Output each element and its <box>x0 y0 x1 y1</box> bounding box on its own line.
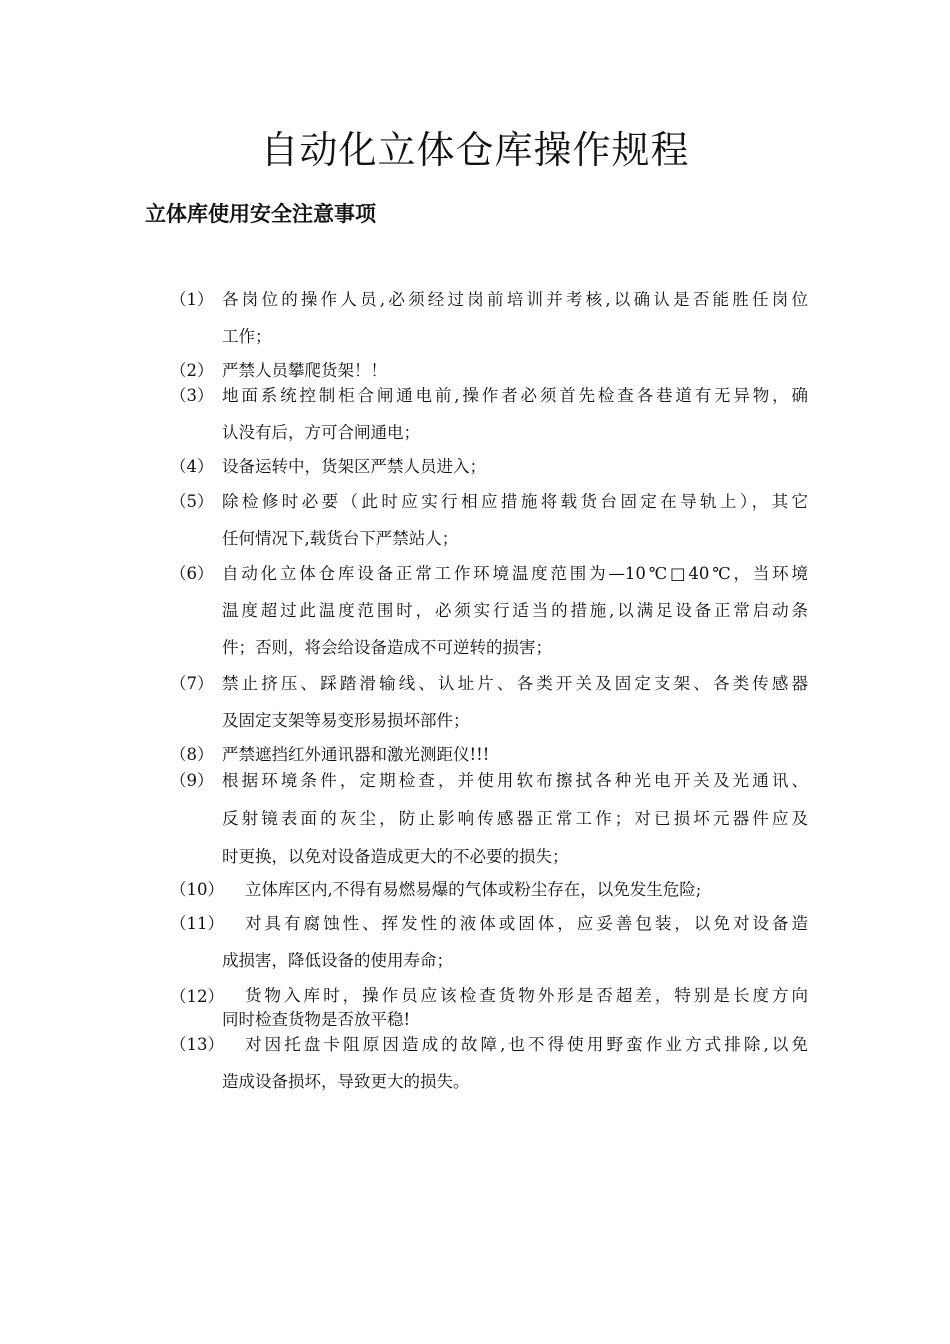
item-line: 自动化立体仓库设备正常工作环境温度范围为—10℃□40℃，当环境 <box>222 564 808 583</box>
item-line: 根据环境条件，定期检查，并使用软布擦拭各种光电开关及光通讯、 <box>222 771 808 790</box>
item-line: 时更换，以免对设备造成更大的不必要的损失； <box>222 847 569 866</box>
item-number: （7） <box>170 674 214 693</box>
item-line: 温度超过此温度范围时，必须实行适当的措施,以满足设备正常启动条 <box>222 601 808 620</box>
item-number: （11） <box>170 914 224 933</box>
item-text <box>222 377 808 451</box>
item-line: 严禁遮挡红外通讯器和激光测距仪!!! <box>222 745 490 764</box>
item-text <box>222 984 808 1032</box>
item-number: （13） <box>170 1035 224 1054</box>
item-text <box>222 281 808 355</box>
item-line: 认没有后，方可合闸通电； <box>222 423 420 442</box>
item-line: 成损害，降低设备的使用寿命； <box>222 951 453 970</box>
item-line: 对因托盘卡阻原因造成的故障,也不得使用野蛮作业方式排除,以免 <box>245 1035 808 1054</box>
item-line: 及固定支架等易变形易损坏部件； <box>222 711 470 730</box>
item-line: 件；否则，将会给设备造成不可逆转的损害； <box>222 638 552 657</box>
item-line: 任何情况下,载货台下严禁站人； <box>222 529 459 548</box>
item-number: （8） <box>170 745 214 764</box>
item-text <box>245 877 808 903</box>
item-number: （6） <box>170 564 214 583</box>
item-text <box>222 762 808 876</box>
item-text <box>222 483 808 557</box>
item-line: 同时检查货物是否放平稳! <box>222 1010 411 1029</box>
section-heading: 立体库使用安全注意事项 <box>145 202 376 226</box>
item-line: 严禁人员攀爬货架！！ <box>222 361 387 380</box>
item-line: 工作； <box>222 327 272 346</box>
item-line: 对具有腐蚀性、挥发性的液体或固体，应妥善包装，以免对设备造 <box>245 914 808 933</box>
item-number: （10） <box>170 880 224 899</box>
item-line: 设备运转中，货架区严禁人员进入； <box>222 457 486 476</box>
item-line: 造成设备损坏，导致更大的损失。 <box>222 1072 470 1091</box>
item-line: 货物入库时，操作员应该检查货物外形是否超差，特别是长度方向 <box>245 986 808 1005</box>
item-line: 反射镜表面的灰尘，防止影响传感器正常工作；对已损坏元器件应及 <box>222 809 808 828</box>
item-number: （3） <box>170 386 214 405</box>
item-number: （9） <box>170 771 214 790</box>
item-text <box>222 905 808 979</box>
item-line: 禁止挤压、踩踏滑输线、认址片、各类开关及固定支架、各类传感器 <box>222 674 808 693</box>
item-line: 立体库区内,不得有易燃易爆的气体或粉尘存在，以免发生危险; <box>245 880 702 899</box>
item-line: 除检修时必要（此时应实行相应措施将载货台固定在导轨上），其它 <box>222 492 808 511</box>
item-number: （4） <box>170 457 214 476</box>
item-text <box>222 665 808 739</box>
item-number: （12） <box>170 987 224 1006</box>
item-text <box>222 454 808 480</box>
item-text <box>222 555 808 666</box>
item-number: （2） <box>170 361 214 380</box>
item-line: 各岗位的操作人员,必须经过岗前培训并考核,以确认是否能胜任岗位 <box>222 290 808 309</box>
item-line: 地面系统控制柜合闸通电前,操作者必须首先检查各巷道有无异物，确 <box>222 386 808 405</box>
item-number: （1） <box>170 290 214 309</box>
item-text <box>222 1026 808 1100</box>
item-number: （5） <box>170 492 214 511</box>
document-title: 自动化立体仓库操作规程 <box>260 128 690 172</box>
